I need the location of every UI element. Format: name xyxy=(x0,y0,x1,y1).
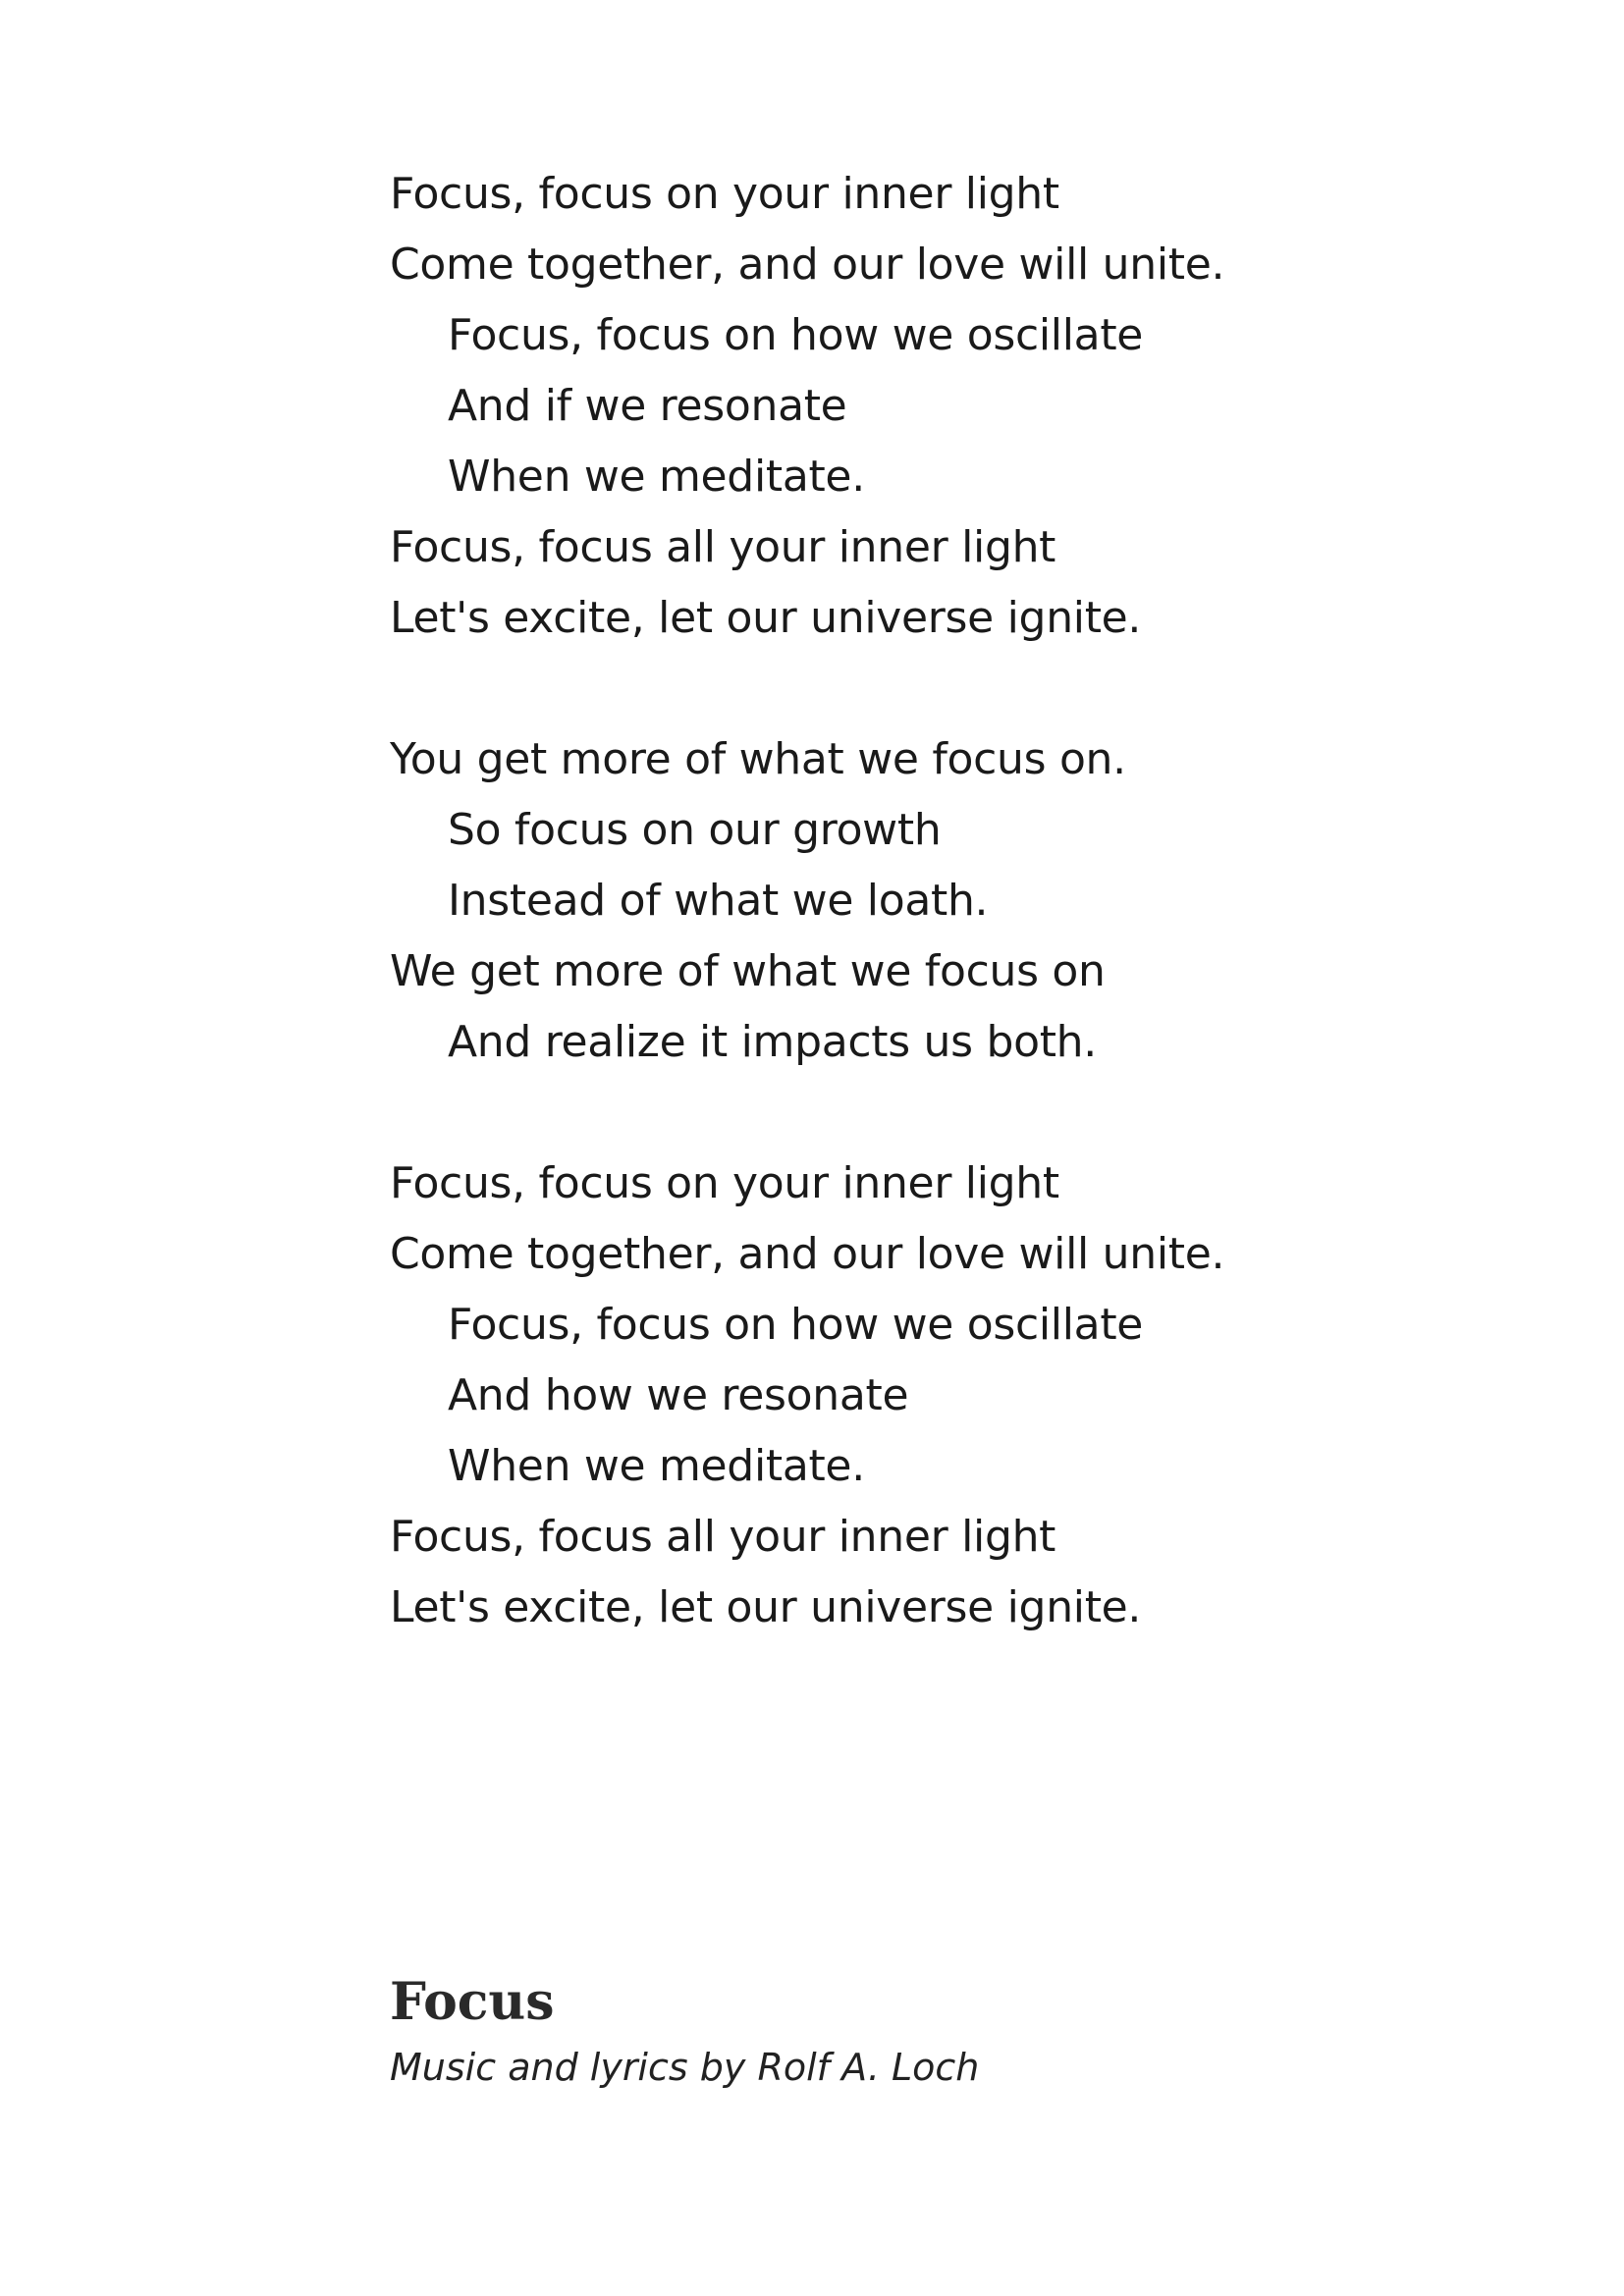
stanza xyxy=(390,724,1470,1078)
song-credit: Music and lyrics by Rolf A. Loch xyxy=(390,2046,980,2089)
lyric-line: Focus, focus all your inner light xyxy=(390,522,1056,572)
lyric-line: Come together, and our love will unite. xyxy=(390,240,1225,290)
lyric-line: Come together, and our love will unite. xyxy=(390,1229,1225,1279)
song-title: Focus xyxy=(390,1972,555,2032)
lyric-line: Instead of what we loath. xyxy=(448,876,989,926)
lyrics-block xyxy=(390,159,1470,1643)
lyric-line: Focus, focus on your inner light xyxy=(390,1158,1059,1208)
lyric-line: Focus, focus on how we oscillate xyxy=(448,310,1144,360)
stanza xyxy=(390,159,1470,654)
lyric-line: Let's excite, let our universe ignite. xyxy=(390,593,1142,643)
lyric-line: And how we resonate xyxy=(448,1370,909,1420)
lyric-line: Focus, focus on how we oscillate xyxy=(448,1300,1144,1350)
lyric-line: Focus, focus on your inner light xyxy=(390,169,1059,219)
lyric-line: Let's excite, let our universe ignite. xyxy=(390,1582,1142,1632)
lyric-line: And if we resonate xyxy=(448,381,847,431)
lyric-line: We get more of what we focus on xyxy=(390,946,1106,996)
lyric-line: When we meditate. xyxy=(448,452,865,502)
lyric-line: Focus, focus all your inner light xyxy=(390,1512,1056,1562)
lyric-line: When we meditate. xyxy=(448,1441,865,1491)
lyric-line: And realize it impacts us both. xyxy=(448,1017,1097,1067)
lyric-line: You get more of what we focus on. xyxy=(390,734,1126,784)
lyric-line: So focus on our growth xyxy=(448,805,942,855)
stanza xyxy=(390,1148,1470,1643)
